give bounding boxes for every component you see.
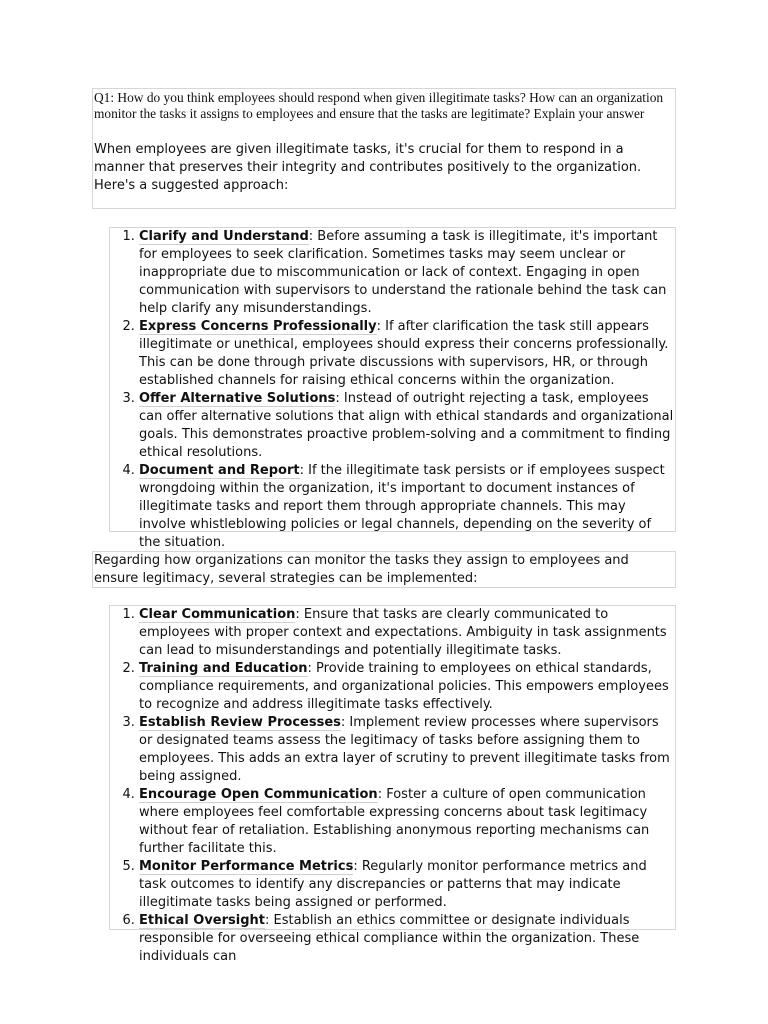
list-item [139,228,675,318]
list-item-text: : Instead of outright rejecting a task, employees can offer alternative solutions that align with ethical standards and organizational goals. This demonstrates proactive problem-solving and a commitment to finding ethical resolutions. [139,391,674,460]
list-item [139,606,675,660]
list-item [139,912,675,966]
list-item [139,786,675,858]
list-item [139,318,675,390]
list-item [139,390,675,462]
list-item-term: Document and Report [139,463,300,478]
list-item-text: : Ensure that tasks are clearly communicated to employees with proper context and expectations. Ambiguity in task assignments can lead to misunderstandings and potentially illegitimate tasks. [139,607,667,658]
monitor-intro-paragraph: Regarding how organizations can monitor the tasks they assign to employees and ensure legitimacy, several strategies can be implemented: [94,553,629,586]
list-item-term: Express Concerns Professionally [139,319,377,334]
list-item-text: : Foster a culture of open communication where employees feel comfortable expressing concerns about task legitimacy without fear of retaliation. Establishing anonymous reporting mechanisms can further facilitate this. [139,787,650,856]
response-steps-list [109,227,676,550]
intro-paragraph: When employees are given illegitimate tasks, it's crucial for them to respond in a manner that preserves their integrity and contributes positively to the organization. Here's a suggested approach: [94,142,642,193]
list-item-text: : Establish an ethics committee or designate individuals responsible for overseeing ethical compliance within the organization. These individuals can [139,913,640,964]
list-item-text: : Implement review processes where supervisors or designated teams assess the legitimacy of tasks before assigning them to employees. This adds an extra layer of scrutiny to prevent illegitimate tasks from being assigned. [139,715,670,784]
list-item-text: : If after clarification the task still appears illegitimate or unethical, employees should express their concerns professionally. This can be done through private discussions with supervisors, HR, or through established channels for raising ethical concerns within the organization. [139,319,669,388]
strategies-list [109,605,676,964]
list-item-term: Offer Alternative Solutions [139,391,336,406]
monitor-intro-block [92,551,676,588]
list-item-term: Clarify and Understand [139,229,309,244]
list-item [139,714,675,786]
list-item [139,858,675,912]
list-item-text: : Before assuming a task is illegitimate, it's important for employees to seek clarification. Sometimes tasks may seem unclear or inappropriate due to miscommunication or lack of context. Engaging in open communication with supervisors to understand the rationale behind the task can help clarify any misunderstandings. [139,229,667,316]
list-item [139,660,675,714]
list-item-term: Encourage Open Communication [139,787,378,802]
list-item-text: : Provide training to employees on ethical standards, compliance requirements, and organizational policies. This empowers employees to recognize and address illegitimate tasks effectively. [139,661,669,712]
list-item-term: Monitor Performance Metrics [139,859,354,874]
list-item-term: Clear Communication [139,607,296,622]
list-item [139,462,675,552]
question-block [92,88,676,209]
list-item-term: Establish Review Processes [139,715,341,730]
question-text: Q1: How do you think employees should respond when given illegitimate tasks? How can an organization monitor the tasks it assigns to employees and ensure that the tasks are legitimate? Explain your answer [94,90,664,121]
list-item-text: : Regularly monitor performance metrics and task outcomes to identify any discrepancies or patterns that may indicate illegitimate tasks being assigned or performed. [139,859,647,910]
list-item-term: Training and Education [139,661,308,676]
list-item-text: : If the illegitimate task persists or if employees suspect wrongdoing within the organization, it's important to document instances of illegitimate tasks and report them through appropriate channels. This may involve whistleblowing policies or legal channels, depending on the severity of the situation. [139,463,665,550]
list-item-term: Ethical Oversight [139,913,265,928]
